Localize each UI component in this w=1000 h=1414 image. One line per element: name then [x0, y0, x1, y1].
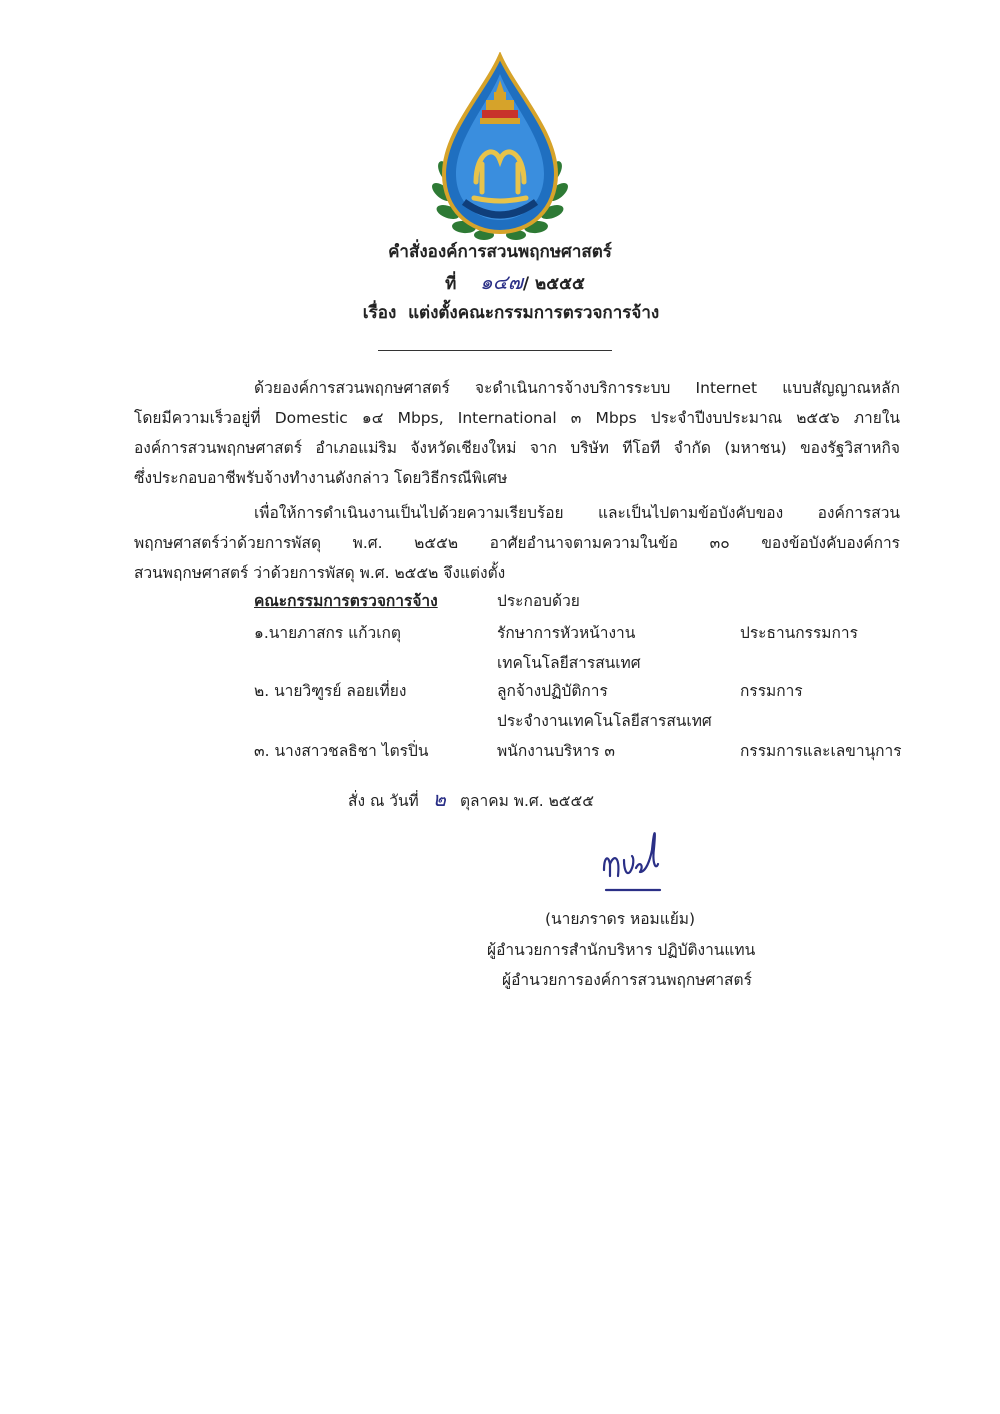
para1-line3: องค์การสวนพฤกษศาสตร์ อำเภอแม่ริม จังหวัดเชียงใหม่ จาก บริษัท ทีโอที จำกัด (มหาชน) ของรัฐวิสาหกิจ: [134, 439, 900, 457]
para1-line4: ซึ่งประกอบอาชีพรับจ้างทำงานดังกล่าว โดยวิธีกรณีพิเศษ: [134, 469, 508, 487]
member-2-position-line2: ประจำงานเทคโนโลยีสารสนเทศ: [497, 712, 712, 730]
date-rest: ตุลาคม พ.ศ. ๒๕๕๕: [459, 792, 594, 810]
organization-logo: [424, 52, 576, 244]
member-3-position: พนักงานบริหาร ๓: [497, 742, 615, 760]
order-date: [348, 788, 594, 812]
subject-text: แต่งตั้งคณะกรรมการตรวจการจ้าง: [408, 303, 660, 323]
para1-line1: ด้วยองค์การสวนพฤกษศาสตร์ จะดำเนินการจ้างบริการระบบ Internet แบบสัญญาณหลัก: [254, 379, 900, 397]
para2-line3: สวนพฤกษศาสตร์ ว่าด้วยการพัสดุ พ.ศ. ๒๕๕๒ จึงแต่งตั้ง: [134, 564, 506, 582]
signatory-title-2: ผู้อำนวยการองค์การสวนพฤกษศาสตร์: [502, 971, 752, 989]
signatory-title-1: ผู้อำนวยการสำนักบริหาร ปฏิบัติงานแทน: [487, 941, 756, 959]
order-title: คำสั่งองค์การสวนพฤกษศาสตร์: [388, 242, 612, 262]
order-number: [0, 270, 1000, 296]
member-1-position-line1: รักษาการหัวหน้างาน: [497, 624, 636, 642]
member-2-name: ๒. นายวิฑูรย์ ลอยเที่ยง: [254, 682, 407, 700]
member-1-role: ประธานกรรมการ: [740, 624, 858, 642]
member-1-name: ๑.นายภาสกร แก้วเกตุ: [254, 624, 401, 642]
member-2-role: กรรมการ: [740, 682, 803, 700]
para1-line2: โดยมีความเร็วอยู่ที่ Domestic ๑๔ Mbps, International ๓ Mbps ประจำปีงบประมาณ ๒๕๕๖ ภายใน: [134, 409, 900, 427]
order-year: / ๒๕๕๕: [522, 274, 585, 294]
header-divider: [378, 350, 612, 351]
subject-label: เรื่อง: [362, 303, 397, 323]
signatory-name: (นายภราดร หอมแย้ม): [545, 910, 696, 928]
date-prefix: สั่ง ณ วันที่: [348, 792, 419, 810]
para2-line2: พฤกษศาสตร์ว่าด้วยการพัสดุ พ.ศ. ๒๕๕๒ อาศัยอำนาจตามความในข้อ ๓๐ ของข้อบังคับองค์การ: [134, 534, 900, 552]
member-3-role: กรรมการและเลขานุการ: [740, 742, 902, 760]
committee-composed-of: ประกอบด้วย: [497, 592, 580, 610]
order-subject: [0, 301, 1000, 325]
member-2-position-line1: ลูกจ้างปฏิบัติการ: [497, 682, 608, 700]
handwritten-signature: [596, 820, 666, 895]
order-number-handwritten: ๑๔๗: [480, 270, 523, 294]
date-day-handwritten: ๒: [432, 787, 446, 811]
para2-line1: เพื่อให้การดำเนินงานเป็นไปด้วยความเรียบร้อย และเป็นไปตามข้อบังคับของ องค์การสวน: [254, 504, 900, 522]
member-1-position-line2: เทคโนโลยีสารสนเทศ: [497, 654, 641, 672]
number-prefix: ที่: [445, 274, 457, 294]
committee-heading: คณะกรรมการตรวจการจ้าง: [254, 592, 438, 610]
member-3-name: ๓. นางสาวชลธิชา ไตรปิ่น: [254, 742, 429, 760]
